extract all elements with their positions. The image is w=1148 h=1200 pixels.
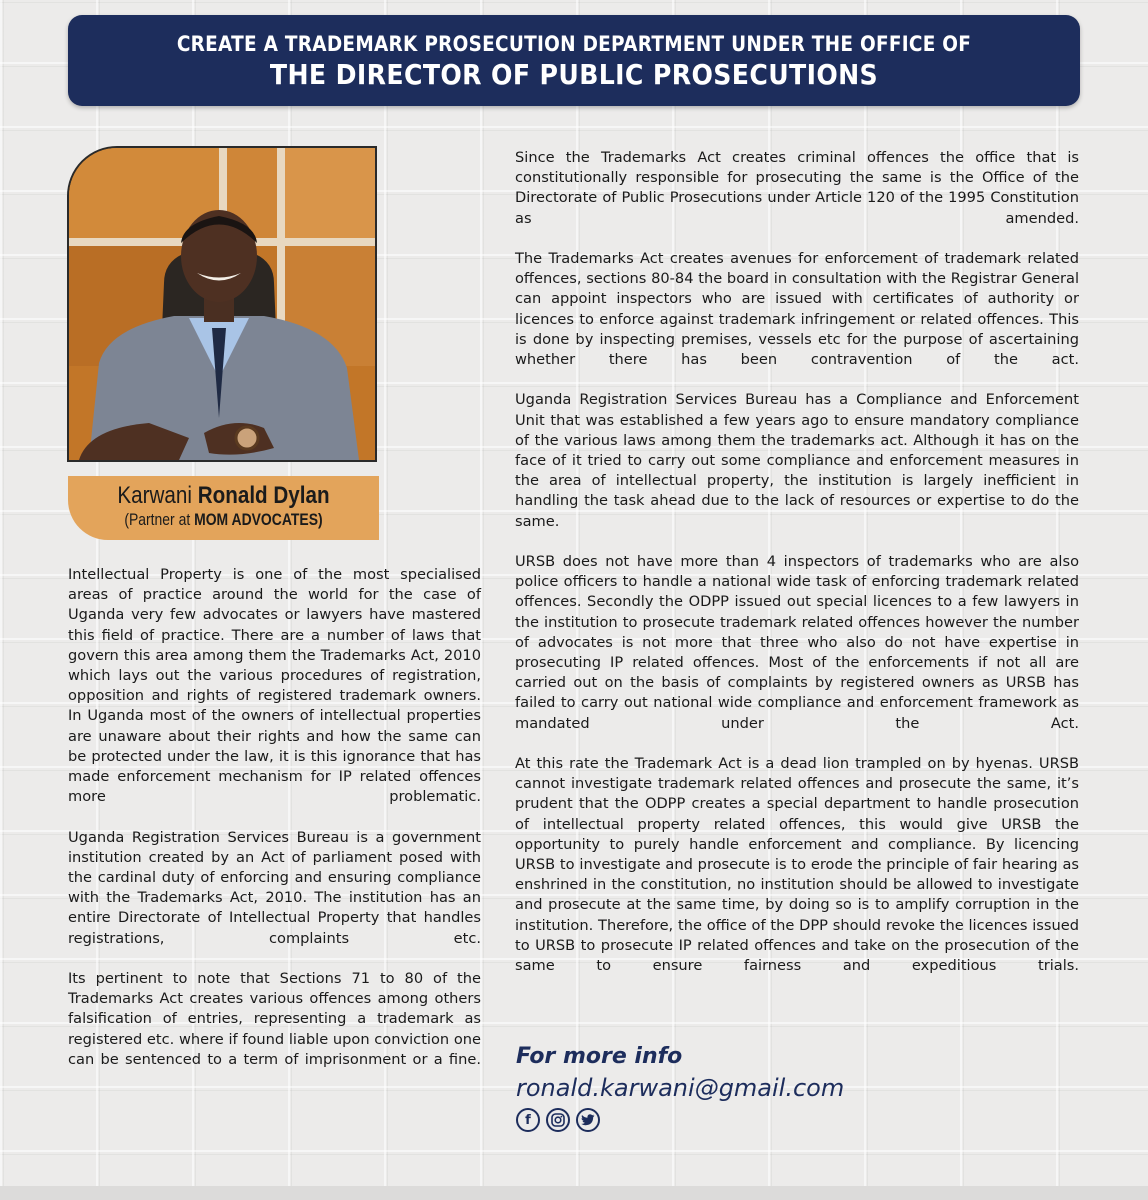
instagram-icon[interactable]: [546, 1108, 570, 1132]
author-role: [96, 510, 351, 530]
article-paragraph: Uganda Registration Services Bureau has a Compliance and Enforcement Unit that was established a few years ago to ensure mandatory compliance of the various laws among them the trademarks act. Although it has on the face of it tried to carry out some compliance and enforcement measures in the area of intellectual property, the institution is largely inefficient in handling the task ahead due to the lack of resources or expertise to do the same.: [515, 391, 1079, 530]
author-last-name: Ronald Dylan: [197, 482, 330, 509]
instagram-glyph: [551, 1113, 565, 1127]
twitter-icon[interactable]: [576, 1108, 600, 1132]
author-name: [90, 482, 357, 510]
contact-heading: For more info: [516, 1044, 683, 1069]
twitter-glyph: [581, 1114, 595, 1126]
article-paragraph: Uganda Registration Services Bureau is a government institution created by an Act of parliament posed with the cardinal duty of enforcing and ensuring compliance with the Trademarks Act, 2010. The institution has an entire Directorate of Intellectual Property that handles registrations, complaints etc.: [68, 828, 481, 947]
article-paragraph: URSB does not have more than 4 inspectors of trademarks who are also police officers to handle a national wide task of enforcing trademark related offences. Secondly the ODPP issued out special licences to a few lawyers in the institution to prosecute trademark related offences however the number of advocates is not more that three who also do not have expertise in prosecuting IP related offences. Most of the enforcements if not all are carried out on the basis of complaints by registered owners as URSB has failed to carry out national wide compliance and enforcement framework as mandated under the Act.: [515, 553, 1079, 732]
headline-line-2: THE DIRECTOR OF PUBLIC PROSECUTIONS: [269, 57, 879, 91]
article-paragraph: At this rate the Trademark Act is a dead lion trampled on by hyenas. URSB cannot investigate trademark related offences and prosecute the same, it’s prudent that the ODPP creates a special department to handle prosecution of intellectual property related offences, this would give URSB the opportunity to purely handle enforcement and compliance. By licencing URSB to investigate and prosecute is to erode the principle of fair hearing as enshrined in the constitution, no institution should be allowed to investigate and prosecute at the same time, by doing so is to amplify corruption in the institution. Therefore, the office of the DPP should revoke the licences issued to URSB to prosecute IP related offences and take on the prosecution of the same to ensure fairness and expeditious trials.: [515, 755, 1079, 975]
contact-block: [516, 1042, 844, 1132]
article-paragraph: Intellectual Property is one of the most specialised areas of practice around the world for the case of Uganda very few advocates or lawyers have mastered this field of practice. There are a number of laws that govern this area among them the Trademarks Act, 2010 which lays out the various procedures of registration, opposition and rights of registered trademark owners. In Uganda most of the owners of intellectual properties are unaware about their rights and how the same can be protected under the law, it is this ignorance that has made enforcement mechanism for IP related offences more problematic.: [68, 566, 481, 806]
contact-email-link[interactable]: ronald.karwani@gmail.com: [516, 1074, 845, 1102]
right-article-column: [515, 148, 1079, 996]
social-icons-row: [516, 1108, 844, 1132]
author-photo: [67, 146, 377, 462]
article-paragraph: The Trademarks Act creates avenues for enforcement of trademark related offences, sections 80-84 the board in consultation with the Registrar General can appoint inspectors who are issued with certificates of authority or licences to enforce against trademark infringement or related offences. This is done by inspecting premises, vessels etc for the purpose of ascertaining whether there has been contravention of the act.: [515, 250, 1079, 369]
article-paragraph: Its pertinent to note that Sections 71 to 80 of the Trademarks Act creates various offences among others falsification of entries, representing a trademark as registered etc. where if found liable upon conviction one can be sentenced to a term of imprisonment or a fine.: [68, 970, 481, 1068]
facebook-icon[interactable]: f: [516, 1108, 540, 1132]
headline-banner: [68, 15, 1080, 106]
author-photo-illustration: [69, 148, 375, 460]
left-article-column: [68, 565, 481, 1090]
bottom-strip: [0, 1186, 1148, 1200]
author-first-name: Karwani: [117, 482, 192, 509]
author-firm: MOM ADVOCATES): [194, 510, 323, 529]
article-paragraph: Since the Trademarks Act creates criminal offences the office that is constitutionally responsible for prosecuting the same is the Office of the Directorate of Public Prosecutions under Article 120 of the 1995 Constitution as amended.: [515, 149, 1079, 227]
author-name-plate: [68, 476, 379, 540]
author-role-prefix: (Partner at: [124, 510, 191, 529]
headline-line-1: CREATE A TRADEMARK PROSECUTION DEPARTMENT UNDER THE OFFICE OF: [176, 31, 972, 56]
